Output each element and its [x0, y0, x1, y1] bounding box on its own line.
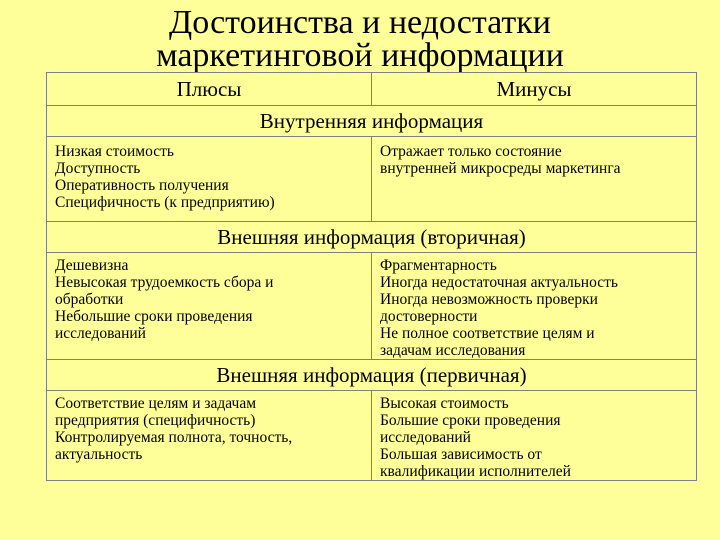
- list-item: внутренней микросреды маркетинга: [380, 160, 621, 177]
- list-item: Невысокая трудоемкость сбора и: [55, 274, 274, 291]
- table-header-row: [47, 73, 697, 106]
- list-item: Контролируемая полнота, точность,: [55, 429, 293, 446]
- list-item: Не полное соответствие целям и: [380, 325, 595, 342]
- title-line-1: Достоинства и недостатки: [169, 4, 551, 41]
- cons-cell-external-secondary: [372, 253, 697, 360]
- list-item: обработки: [55, 291, 124, 308]
- list-item: Небольшие сроки проведения: [55, 308, 253, 325]
- list-item: Фрагментарность: [380, 257, 497, 274]
- list-item: Большая зависимость от: [380, 446, 542, 463]
- pros-cell-external-secondary: [47, 253, 372, 360]
- list-item: исследований: [55, 325, 146, 342]
- list-item: Высокая стоимость: [380, 395, 509, 412]
- section-heading-row: [47, 360, 697, 391]
- page-title: [0, 6, 720, 72]
- list-item: актуальность: [55, 446, 143, 463]
- list-item: Большие сроки проведения: [380, 412, 561, 429]
- list-item: достоверности: [380, 308, 478, 325]
- pros-cons-table: [46, 72, 697, 481]
- table-row: [47, 391, 697, 481]
- section-heading-row: [47, 106, 697, 137]
- list-item: Низкая стоимость: [55, 143, 174, 160]
- list-item: Дешевизна: [55, 257, 129, 274]
- section-heading-external-secondary: Внешняя информация (вторичная): [47, 222, 697, 253]
- table-row: [47, 137, 697, 222]
- list-item: Оперативность получения: [55, 177, 229, 194]
- list-item: Отражает только состояние: [380, 143, 562, 160]
- title-line-2: маркетинговой информации: [156, 37, 564, 74]
- list-item: предприятия (специфичность): [55, 412, 256, 429]
- list-item: исследований: [380, 429, 471, 446]
- list-item: Иногда недостаточная актуальность: [380, 274, 618, 291]
- list-item: квалификации исполнителей: [380, 463, 571, 480]
- pros-cell-external-primary: [47, 391, 372, 481]
- pros-header: Плюсы: [47, 73, 372, 106]
- list-item: Соответствие целям и задачам: [55, 395, 257, 412]
- cons-cell-external-primary: [372, 391, 697, 481]
- list-item: Доступность: [55, 160, 141, 177]
- section-heading-row: [47, 222, 697, 253]
- cons-cell-internal: [372, 137, 697, 222]
- cons-header: Минусы: [372, 73, 697, 106]
- list-item: Иногда невозможность проверки: [380, 291, 598, 308]
- table-row: [47, 253, 697, 360]
- section-heading-external-primary: Внешняя информация (первичная): [47, 360, 697, 391]
- list-item: задачам исследования: [380, 342, 526, 359]
- section-heading-internal: Внутренняя информация: [47, 106, 697, 137]
- list-item: Специфичность (к предприятию): [55, 194, 275, 211]
- pros-cell-internal: [47, 137, 372, 222]
